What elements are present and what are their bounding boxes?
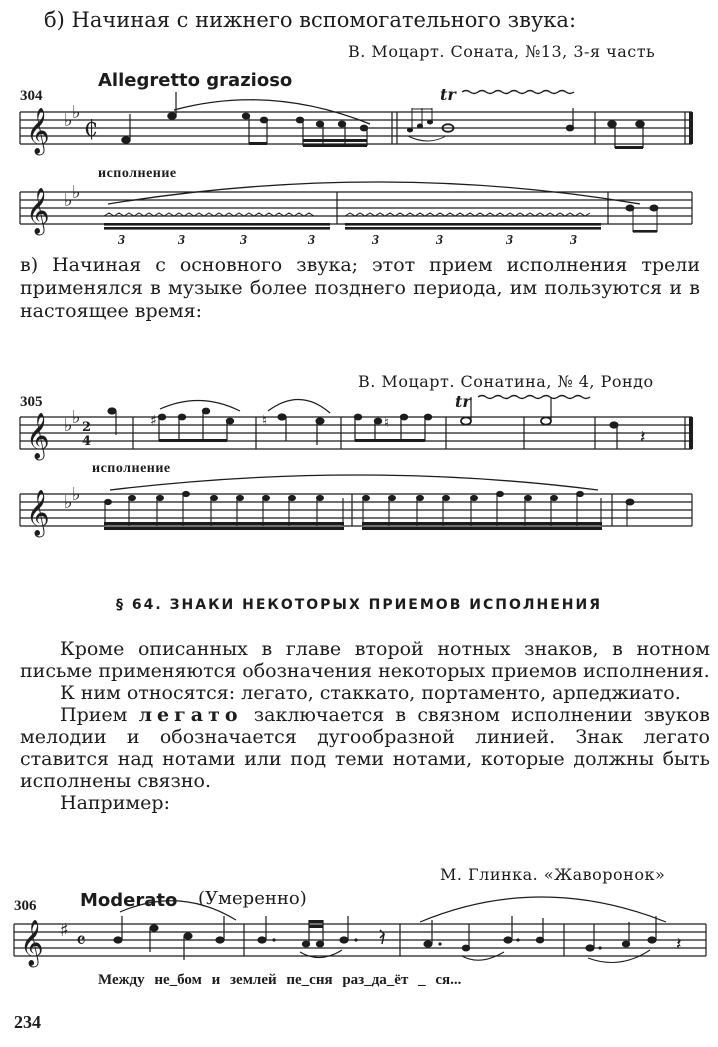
- svg-text:3: 3: [570, 233, 577, 248]
- music-staff-306: [0, 912, 718, 972]
- svg-text:𝄞: 𝄞: [26, 490, 50, 536]
- svg-text:𝄽: 𝄽: [676, 934, 682, 955]
- svg-text:𝄽: 𝄽: [640, 427, 646, 448]
- paragraph-3-prefix: Прием: [60, 704, 139, 726]
- song-lyrics: Между не_бом и землей пе_сня раз_да_ёт _ ся...: [98, 972, 462, 988]
- performance-label-305: исполнение: [92, 461, 171, 476]
- svg-text:♯: ♯: [150, 413, 157, 429]
- svg-text:3: 3: [372, 233, 379, 248]
- attribution-mozart-sonatina-4: В. Моцарт. Сонатина, № 4, Рондо: [358, 372, 654, 391]
- trill-mark-305: tr: [455, 392, 471, 411]
- example-number-306: 306: [14, 898, 37, 914]
- trill-mark-304: tr: [440, 85, 456, 104]
- section-64-paragraph-1: Кроме описанных в главе второй нотных знаков, в нотном письме применяются обозначения некоторых приемов исполнения.: [20, 638, 710, 682]
- svg-text:♭: ♭: [64, 110, 73, 131]
- svg-text:𝄞: 𝄞: [26, 413, 50, 459]
- music-staff-304: [0, 100, 718, 160]
- example-number-305: 305: [20, 394, 43, 410]
- section-64-paragraph-4: Например:: [60, 792, 170, 814]
- svg-text:♭: ♭: [64, 492, 73, 513]
- svg-text:2: 2: [82, 420, 92, 435]
- example-number-304: 304: [20, 88, 43, 104]
- svg-text:𝄴: 𝄴: [76, 929, 86, 954]
- svg-text:𝄞: 𝄞: [26, 188, 50, 234]
- svg-text:3: 3: [118, 233, 125, 248]
- svg-text:♭: ♭: [72, 407, 81, 428]
- attribution-mozart-sonata-13: В. Моцарт. Соната, №13, 3-я часть: [348, 42, 656, 61]
- svg-text:♭: ♭: [64, 415, 73, 436]
- svg-text:3: 3: [240, 233, 247, 248]
- performance-label-304: исполнение: [98, 166, 177, 181]
- svg-text:♭: ♭: [72, 182, 81, 203]
- svg-text:3: 3: [308, 233, 315, 248]
- section-64-paragraph-2: К ним относятся: легато, стаккато, портаменто, арпеджиато.: [60, 682, 681, 704]
- music-staff-305: [0, 405, 718, 465]
- attribution-glinka-lark: М. Глинка. «Жаворонок»: [440, 865, 666, 884]
- svg-text:𝄞: 𝄞: [26, 108, 50, 154]
- svg-text:3: 3: [506, 233, 513, 248]
- svg-text:♮: ♮: [384, 415, 390, 431]
- svg-text:♭: ♭: [72, 102, 81, 123]
- section-64-paragraph-3: [20, 704, 710, 792]
- tempo-marking-allegretto: Allegretto grazioso: [98, 70, 293, 91]
- section-64-title: § 64. ЗНАКИ НЕКОТОРЫХ ПРИЕМОВ ИСПОЛНЕНИЯ: [116, 597, 602, 613]
- svg-text:♯: ♯: [60, 920, 69, 941]
- section-v-paragraph: в) Начиная с основного звука; этот прием исполнения трели применялся в музыке более позднего периода, им пользуются и в настоящее время:: [20, 254, 700, 322]
- music-staff-304-performance: [0, 180, 718, 250]
- svg-text:𝄞: 𝄞: [20, 920, 44, 966]
- section-b-heading: б) Начиная с нижнего вспомогательного звука:: [44, 8, 577, 32]
- music-staff-305-performance: [0, 482, 718, 542]
- svg-text:♮: ♮: [262, 413, 268, 429]
- section-64-body: [20, 638, 710, 814]
- svg-text:4: 4: [82, 434, 92, 449]
- page-number: 234: [14, 1012, 41, 1032]
- svg-text:3: 3: [436, 233, 443, 248]
- svg-text:♭: ♭: [72, 484, 81, 505]
- tempo-translation: (Умеренно): [198, 888, 307, 909]
- term-legato: легато: [138, 704, 243, 726]
- svg-text:♭: ♭: [64, 190, 73, 211]
- svg-text:₵: ₵: [84, 117, 98, 142]
- tempo-marking-moderato: Moderato: [80, 890, 178, 911]
- paragraph-3-rest: заключается в связном исполнении звуков мелодии и обозначается дугообразной линией. Знак легато ставится над нотами или под теми нотами, которые должны быть исполнены связно.: [20, 704, 710, 792]
- svg-text:3: 3: [178, 233, 185, 248]
